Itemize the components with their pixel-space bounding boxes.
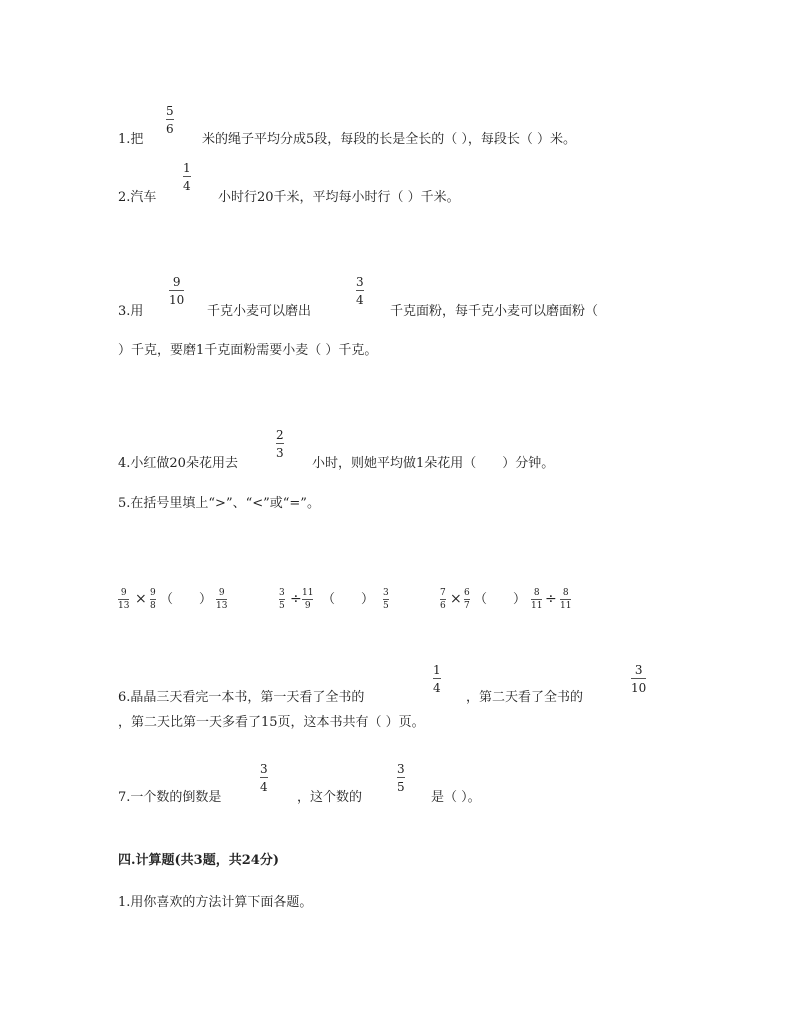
numerator: 1 xyxy=(183,161,191,175)
numerator: 7 xyxy=(440,588,446,598)
q3-line2: ）千克，要磨1千克面粉需要小麦（ ）千克。 xyxy=(118,343,378,358)
q3-fraction-2 xyxy=(356,275,364,307)
q1-prefix: 1.把 xyxy=(118,132,144,147)
q7-prefix: 7.一个数的倒数是 xyxy=(118,790,222,805)
fraction-bar xyxy=(169,290,184,291)
fraction-bar xyxy=(276,443,284,444)
fraction-bar xyxy=(183,176,191,177)
q3-prefix: 3.用 xyxy=(118,304,144,319)
numerator: 9 xyxy=(120,588,127,598)
denominator: 4 xyxy=(356,293,364,307)
numerator: 3 xyxy=(279,588,285,598)
q2-prefix: 2.汽车 xyxy=(118,190,157,205)
denominator: 8 xyxy=(150,601,156,611)
divide-operator: ÷ xyxy=(545,591,557,607)
q4-fraction xyxy=(276,428,284,460)
q5-item2-fraction-b xyxy=(302,588,313,611)
q7-middle: ，这个数的 xyxy=(297,790,363,805)
denominator: 6 xyxy=(166,122,174,136)
q2-text: 小时行20千米，平均每小时行（ ）千米。 xyxy=(218,190,460,205)
q5-item3-fraction-a xyxy=(440,588,446,611)
q6-line2: ，第二天比第一天多看了15页，这本书共有（ ）页。 xyxy=(118,715,425,730)
q5-item2-fraction-c xyxy=(383,588,389,611)
fraction-bar xyxy=(302,599,313,600)
denominator: 13 xyxy=(216,601,228,611)
numerator: 3 xyxy=(634,663,643,677)
q4-text: 小时，则她平均做1朵花用（ ）分钟。 xyxy=(312,456,555,471)
numerator: 3 xyxy=(260,762,268,776)
q5-item3-blank: （ ） xyxy=(474,592,527,607)
q3-middle: 千克小麦可以磨出 xyxy=(207,304,312,319)
q1-text: 米的绳子平均分成5段，每段的长是全长的（ ），每段长（ ）米。 xyxy=(202,132,577,147)
q7-suffix: 是（ ）。 xyxy=(431,790,481,805)
fraction-bar xyxy=(166,119,174,120)
numerator: 5 xyxy=(166,104,174,118)
q5-text: 5.在括号里填上“>”、“<”或“=”。 xyxy=(118,496,320,511)
section-heading: 四.计算题(共3题，共24分) xyxy=(118,853,279,868)
denominator: 10 xyxy=(631,681,647,695)
q5-item2-fraction-a xyxy=(279,588,285,611)
fraction-bar xyxy=(440,599,446,600)
q7-fraction-1 xyxy=(260,762,268,794)
q3-fraction-1 xyxy=(169,275,184,307)
q5-item2-blank: （ ） xyxy=(322,592,375,607)
denominator: 11 xyxy=(531,601,543,611)
q5-item1-fraction-c xyxy=(216,588,227,611)
denominator: 5 xyxy=(279,601,285,611)
q6-fraction-2 xyxy=(631,663,646,695)
fraction-bar xyxy=(531,599,542,600)
numerator: 3 xyxy=(397,762,405,776)
numerator: 8 xyxy=(533,588,540,598)
denominator: 9 xyxy=(304,601,311,611)
q5-item1-fraction-a xyxy=(118,588,129,611)
q5-item3-fraction-c2 xyxy=(560,588,571,611)
section4-q1-text: 1.用你喜欢的方法计算下面各题。 xyxy=(118,895,313,910)
denominator: 11 xyxy=(560,601,572,611)
fraction-bar xyxy=(118,599,129,600)
numerator: 6 xyxy=(464,588,470,598)
denominator: 4 xyxy=(260,780,268,794)
q5-item3-fraction-c1 xyxy=(531,588,542,611)
fraction-bar xyxy=(631,678,646,679)
numerator: 8 xyxy=(562,588,569,598)
q2-fraction xyxy=(183,161,191,193)
denominator: 7 xyxy=(464,601,470,611)
fraction-bar xyxy=(150,599,156,600)
denominator: 6 xyxy=(440,601,446,611)
fraction-bar xyxy=(216,599,227,600)
denominator: 10 xyxy=(169,293,185,307)
numerator: 11 xyxy=(302,588,314,598)
denominator: 13 xyxy=(118,601,130,611)
numerator: 3 xyxy=(383,588,389,598)
q1-fraction xyxy=(166,104,174,136)
q6-prefix: 6.晶晶三天看完一本书，第一天看了全书的 xyxy=(118,690,365,705)
fraction-bar xyxy=(356,290,364,291)
q7-fraction-2 xyxy=(397,762,405,794)
q4-prefix: 4.小红做20朵花用去 xyxy=(118,456,238,471)
denominator: 4 xyxy=(183,179,191,193)
divide-operator: ÷ xyxy=(290,591,302,607)
numerator: 1 xyxy=(433,663,441,677)
q6-fraction-1 xyxy=(433,663,441,695)
q5-item3-fraction-b xyxy=(464,588,470,611)
fraction-bar xyxy=(464,599,470,600)
denominator: 5 xyxy=(397,780,405,794)
numerator: 9 xyxy=(172,275,181,289)
numerator: 9 xyxy=(218,588,225,598)
times-operator: × xyxy=(450,591,462,607)
q3-suffix: 千克面粉，每千克小麦可以磨面粉（ xyxy=(390,304,599,319)
fraction-bar xyxy=(260,777,268,778)
denominator: 4 xyxy=(433,681,441,695)
q5-item1-blank: （ ） xyxy=(160,592,213,607)
fraction-bar xyxy=(279,599,285,600)
numerator: 2 xyxy=(276,428,284,442)
times-operator: × xyxy=(135,591,147,607)
fraction-bar xyxy=(397,777,405,778)
numerator: 3 xyxy=(356,275,364,289)
fraction-bar xyxy=(383,599,389,600)
fraction-bar xyxy=(433,678,441,679)
q6-middle: ，第二天看了全书的 xyxy=(466,690,584,705)
denominator: 3 xyxy=(276,446,284,460)
denominator: 5 xyxy=(383,601,389,611)
numerator: 9 xyxy=(150,588,156,598)
fraction-bar xyxy=(560,599,571,600)
q5-item1-fraction-b xyxy=(150,588,156,611)
